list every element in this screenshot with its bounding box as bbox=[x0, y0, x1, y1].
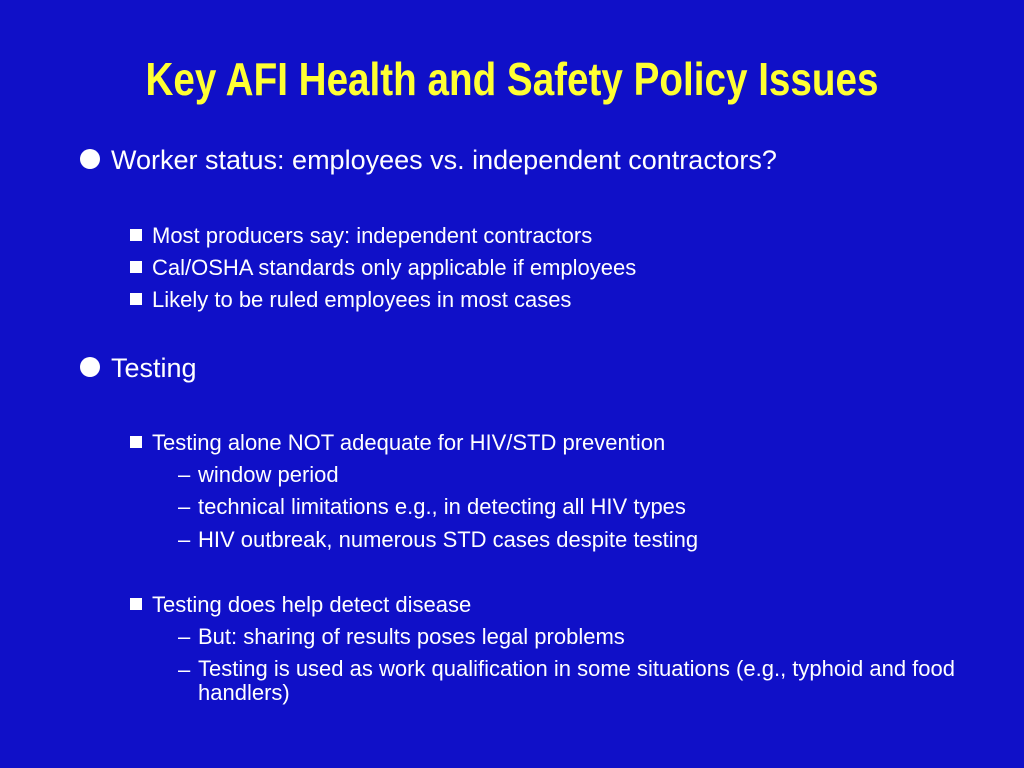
dash-bullet-icon: – bbox=[178, 657, 191, 682]
dash-item bbox=[178, 527, 698, 553]
bullet-text: Testing does help detect disease bbox=[152, 592, 472, 617]
bullet-text: HIV outbreak, numerous STD cases despite testing bbox=[198, 527, 699, 552]
sub-bullet-item bbox=[130, 255, 636, 281]
square-bullet-icon bbox=[130, 293, 142, 305]
bullet-text: Most producers say: independent contractors bbox=[152, 223, 593, 248]
dash-bullet-icon: – bbox=[178, 527, 191, 552]
bullet-text: But: sharing of results poses legal problems bbox=[198, 624, 625, 649]
square-bullet-icon bbox=[130, 436, 142, 448]
dash-bullet-icon: – bbox=[178, 494, 191, 519]
bullet-text: Cal/OSHA standards only applicable if employees bbox=[152, 255, 637, 280]
sub-bullet-item bbox=[130, 430, 665, 456]
sub-bullet-item bbox=[130, 223, 592, 249]
bullet-text: technical limitations e.g., in detecting all HIV types bbox=[198, 494, 686, 519]
bullet-text: Worker status: employees vs. independent contractors? bbox=[111, 145, 777, 175]
slide-title: Key AFI Health and Safety Policy Issues bbox=[145, 53, 879, 105]
disc-bullet-icon bbox=[80, 357, 100, 377]
bullet-text: window period bbox=[198, 462, 339, 487]
bullet-text: Testing bbox=[111, 353, 197, 383]
bullet-text: Likely to be ruled employees in most cases bbox=[152, 287, 572, 312]
bullet-text: Testing alone NOT adequate for HIV/STD prevention bbox=[152, 430, 666, 455]
dash-item bbox=[178, 494, 686, 520]
bullet-text: Testing is used as work qualification in some situations (e.g., typhoid and food handlers) bbox=[198, 656, 955, 705]
bullet-item-worker-status bbox=[80, 144, 777, 176]
square-bullet-icon bbox=[130, 261, 142, 273]
dash-bullet-icon: – bbox=[178, 462, 191, 487]
disc-bullet-icon bbox=[80, 149, 100, 169]
square-bullet-icon bbox=[130, 598, 142, 610]
dash-item bbox=[178, 462, 339, 488]
sub-bullet-item bbox=[130, 592, 471, 618]
dash-bullet-icon: – bbox=[178, 624, 191, 649]
sub-bullet-item bbox=[130, 287, 571, 313]
bullet-item-testing bbox=[80, 352, 197, 384]
dash-item bbox=[178, 624, 625, 650]
square-bullet-icon bbox=[130, 229, 142, 241]
dash-item bbox=[178, 657, 968, 705]
